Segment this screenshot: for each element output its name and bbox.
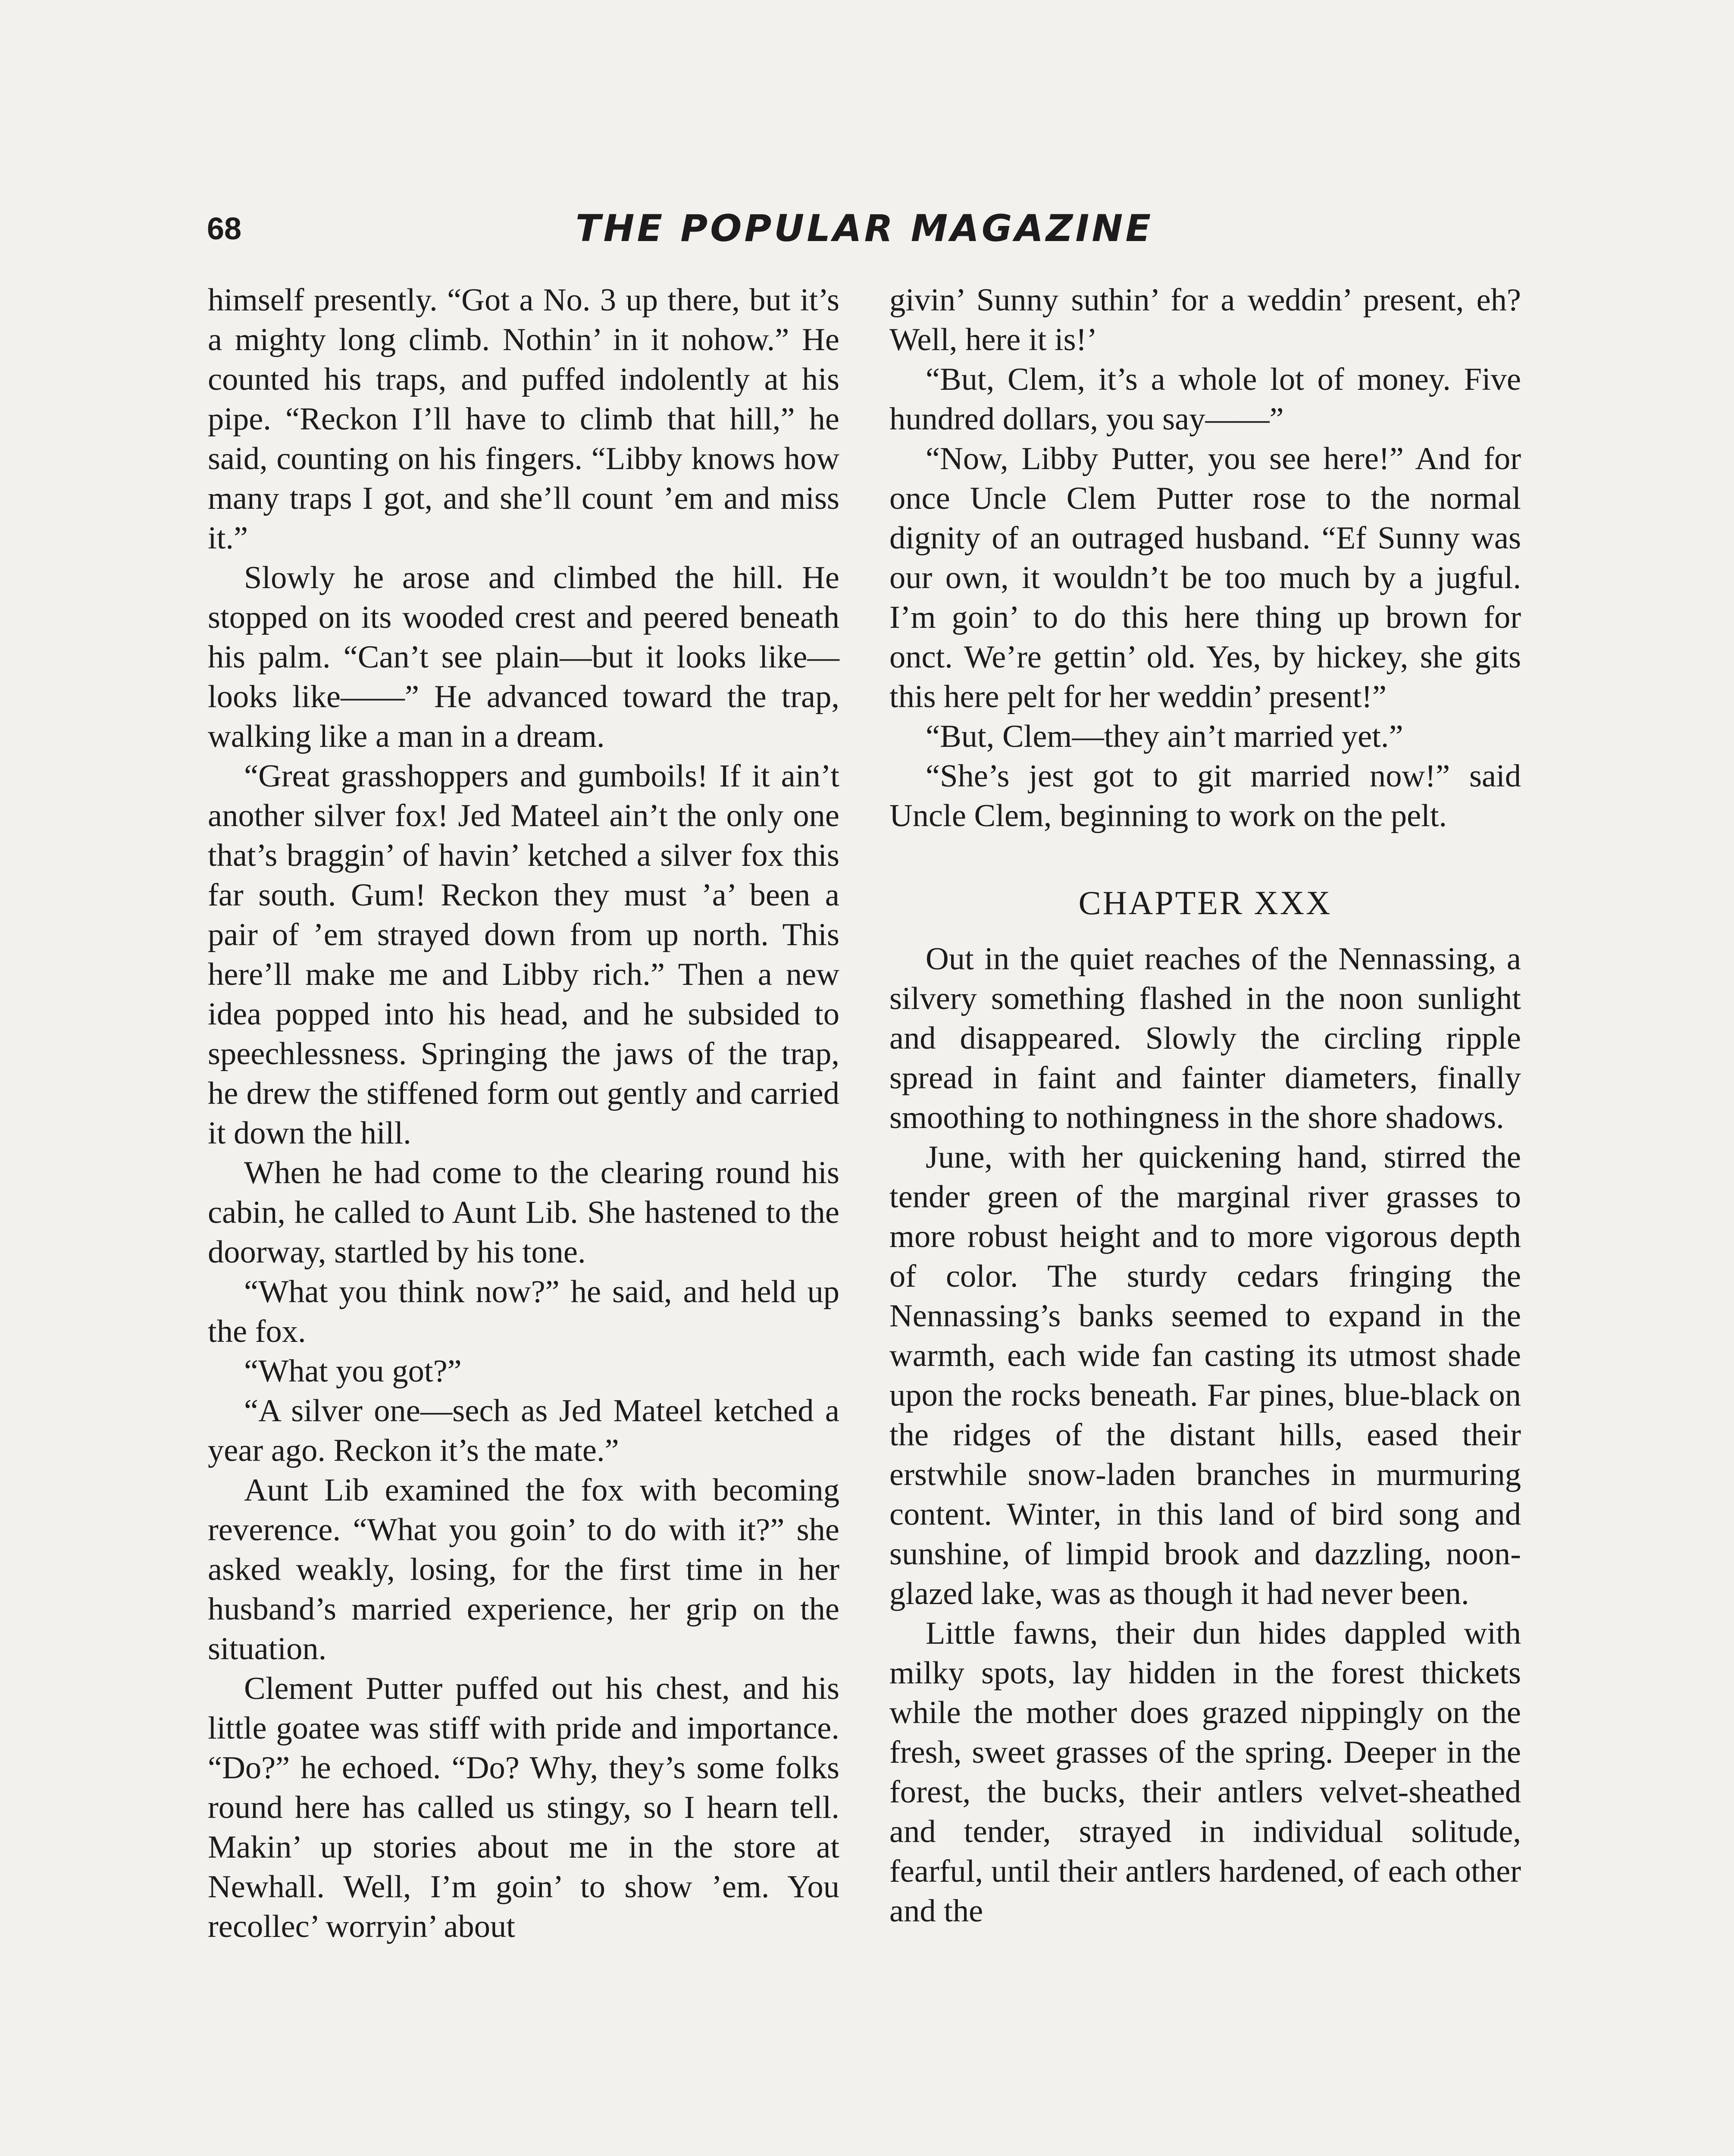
paragraph: “What you think now?” he said, and held up the fox. bbox=[208, 1274, 839, 1349]
paragraph: “She’s jest got to git married now!” said Uncle Clem, beginning to work on the pelt. bbox=[889, 758, 1521, 834]
paragraph: When he had come to the clearing round his cabin, he called to Aunt Lib. She hastened to the doorway, startled by his tone. bbox=[208, 1155, 839, 1270]
chapter-heading: CHAPTER XXX bbox=[1078, 884, 1332, 921]
paragraph: “But, Clem—they ain’t married yet.” bbox=[926, 719, 1403, 754]
paragraph: Little fawns, their dun hides dappled with milky spots, lay hidden in the forest thickets while the mother does grazed nippingly on the fresh, sweet grasses of the spring. Deeper in the forest, the bucks, their antlers velvet-sheathed and tender, strayed in individual solitude, fearful, until their antlers hardened, of each other and the bbox=[889, 1616, 1521, 1929]
paragraph: “What you got?” bbox=[244, 1354, 462, 1389]
right-column-lower bbox=[889, 939, 1521, 1931]
paragraph: Out in the quiet reaches of the Nennassing, a silvery something flashed in the noon sunlight and disappeared. Slowly the circling ripple spread in faint and fainter diameters, finally smoothing to nothingness in the shore shadows. bbox=[889, 941, 1521, 1135]
paragraph: Slowly he arose and climbed the hill. He stopped on its wooded crest and peered beneath his palm. “Can’t see plain—but it looks like—looks like——” He advanced toward the trap, walking like a man in a dream. bbox=[208, 560, 839, 754]
page-header bbox=[207, 207, 1522, 259]
paragraph: “Great grasshoppers and gumboils! If it ain’t another silver fox! Jed Mateel ain’t the only one that’s braggin’ of havin’ ketched a silver fox this far south. Gum! Reckon they must ’a’ been a pair of ’em strayed down from up north. This here’ll make me and Libby rich.” Then a new idea popped into his head, and he subsided to speechlessness. Springing the jaws of the trap, he drew the stiffened form out gently and carried it down the hill. bbox=[208, 758, 839, 1151]
right-column bbox=[889, 280, 1521, 1931]
paragraph: “But, Clem, it’s a whole lot of money. Five hundred dollars, you say——” bbox=[889, 362, 1521, 437]
paragraph: “Now, Libby Putter, you see here!” And for once Uncle Clem Putter rose to the normal dignity of an outraged husband. “Ef Sunny was our own, it wouldn’t be too much by a jugful. I’m goin’ to do this here thing up brown for onct. We’re gettin’ old. Yes, by hickey, she gits this here pelt for her weddin’ present!” bbox=[889, 441, 1521, 714]
paragraph: himself presently. “Got a No. 3 up there, but it’s a mighty long climb. Nothin’ in it nohow.” He counted his traps, and puffed indolently at his pipe. “Reckon I’ll have to climb that hill,” he said, counting on his fingers. “Libby knows how many traps I got, and she’ll count ’em and miss it.” bbox=[208, 282, 839, 556]
paragraph: givin’ Sunny suthin’ for a weddin’ present, eh? Well, here it is!’ bbox=[889, 282, 1521, 357]
right-column-upper bbox=[889, 280, 1521, 836]
left-column bbox=[208, 280, 839, 1946]
paragraph: Clement Putter puffed out his chest, and his little goatee was stiff with pride and importance. “Do?” he echoed. “Do? Why, they’s some folks round here has called us stingy, so I hearn tell. Makin’ up stories about me in the store at Newhall. Well, I’m goin’ to show ’em. You recollec’ worryin’ about bbox=[208, 1671, 839, 1944]
running-title: THE POPULAR MAGAZINE bbox=[575, 207, 1154, 250]
paragraph: “A silver one—sech as Jed Mateel ketched a year ago. Reckon it’s the mate.” bbox=[208, 1393, 839, 1468]
paragraph: Aunt Lib examined the fox with becoming reverence. “What you goin’ to do with it?” she asked weakly, losing, for the first time in her husband’s married experience, her grip on the situation. bbox=[208, 1473, 839, 1667]
page-number: 68 bbox=[207, 212, 242, 246]
paragraph: June, with her quickening hand, stirred the tender green of the marginal river grasses to more robust height and to more vigorous depth of color. The sturdy cedars fringing the Nennassing’s banks seemed to expand in the warmth, each wide fan casting its utmost shade upon the rocks beneath. Far pines, blue-black on the ridges of the distant hills, eased their erstwhile snow-laden branches in murmuring content. Winter, in this land of bird song and sunshine, of limpid brook and dazzling, noon-glazed lake, was as though it had never been. bbox=[889, 1140, 1521, 1611]
